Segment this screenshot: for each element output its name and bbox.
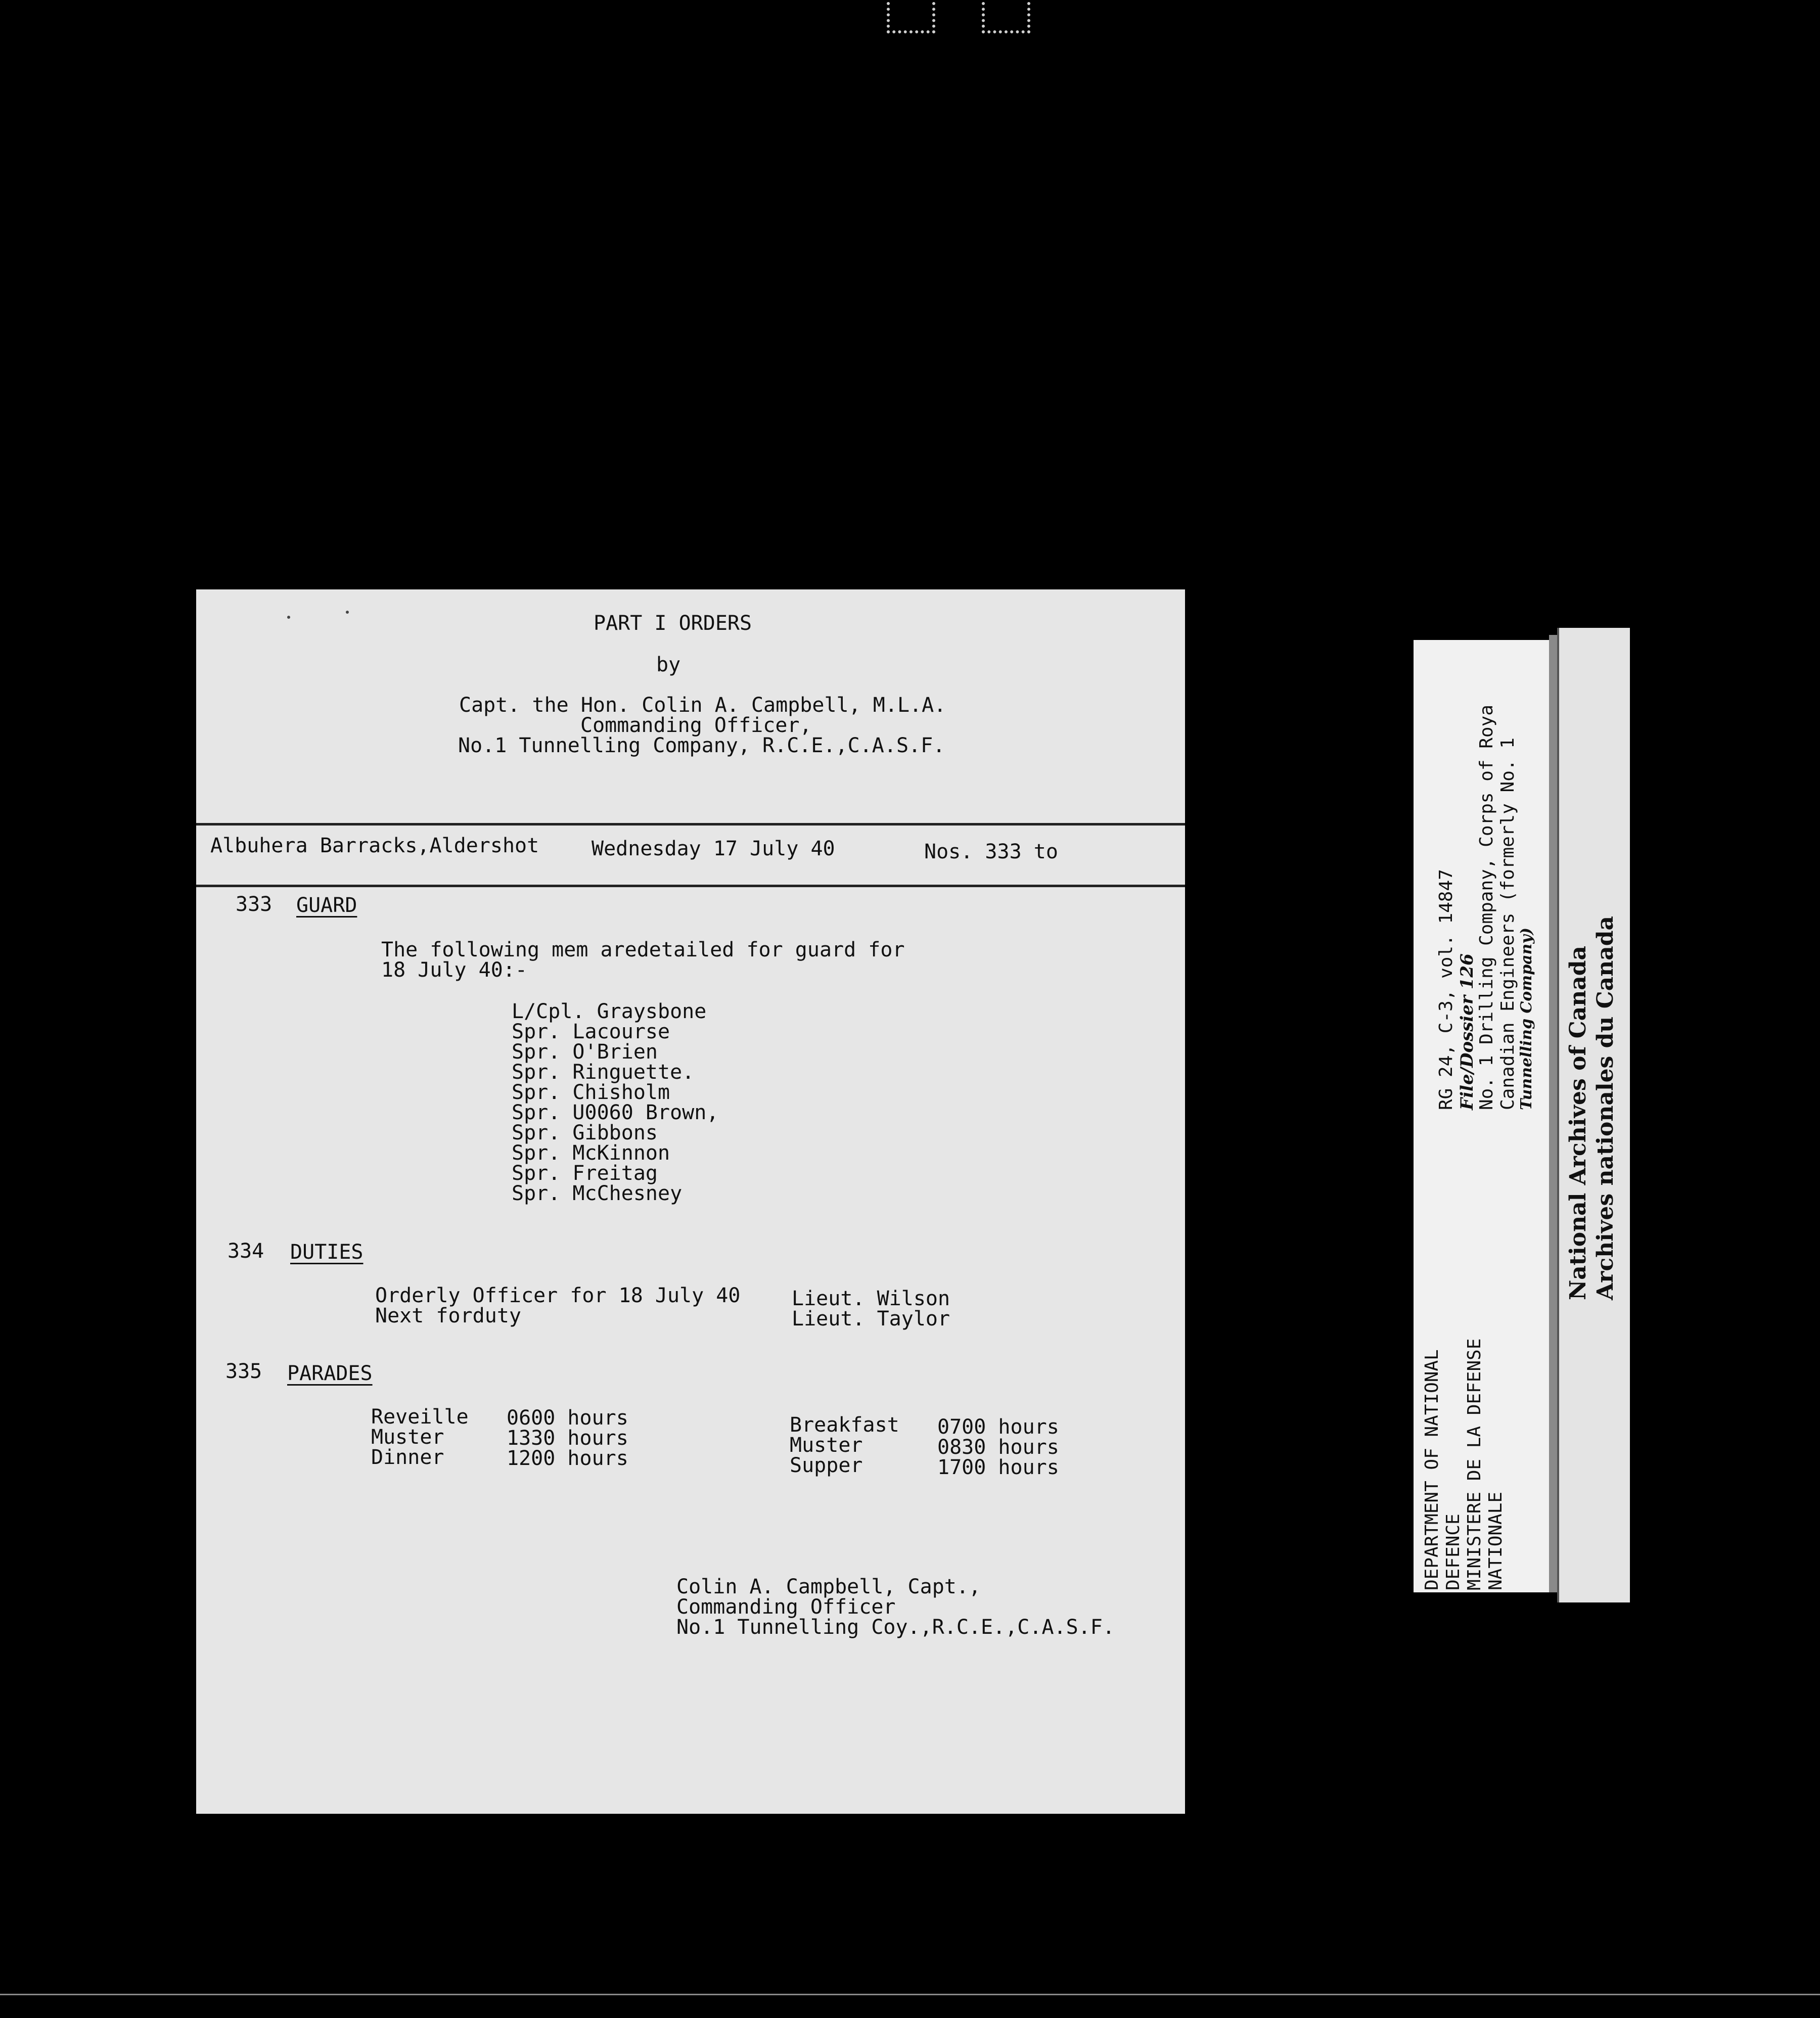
guard-member: Spr. McKinnon [512,1141,670,1165]
archives-name-en: National Archives of Canada [1565,945,1591,1300]
parade-time: 0700 hours [937,1415,1059,1439]
rule-bottom [196,885,1185,887]
guard-member: Spr. Gibbons [512,1121,658,1144]
signature-line-2: Commanding Officer [676,1595,896,1619]
guard-member: Spr. U0060 Brown, [512,1101,719,1124]
film-edge-line [0,1994,1820,1995]
guard-member: Spr. Chisholm [512,1081,670,1104]
duty-officer: Lieut. Wilson [792,1287,950,1310]
label-description-1: No. 1 Drilling Company, Corps of Roya [1476,705,1497,1110]
signature-line-3: No.1 Tunnelling Coy.,R.C.E.,C.A.S.F. [676,1616,1115,1639]
document-sheet [196,589,1185,1814]
parade-label: Muster [790,1434,863,1457]
speck [346,611,349,614]
duties-number: 334 [228,1240,264,1263]
film-mark-left [887,2,935,33]
parade-time: 1700 hours [937,1456,1059,1479]
header-location: Albuhera Barracks,Aldershot [210,834,539,857]
guard-member: L/Cpl. Graysbone [512,1000,707,1023]
parade-time: 1330 hours [507,1427,628,1450]
guard-intro-2: 18 July 40:- [381,958,527,982]
parades-heading: PARADES [287,1362,373,1385]
duty-label: Orderly Officer for 18 July 40 [375,1284,741,1307]
parade-label: Dinner [371,1446,444,1469]
signature-line-1: Colin A. Campbell, Capt., [676,1575,981,1598]
parade-time: 0830 hours [937,1436,1059,1459]
label-file-dossier: File/Dossier 126 [1457,953,1477,1110]
label-reference: RG 24, C-3, vol. 14847 [1436,869,1457,1110]
document-title: PART I ORDERS [594,612,752,635]
duties-heading: DUTIES [290,1241,363,1264]
duty-label: Next forduty [375,1304,521,1327]
guard-heading: GUARD [296,894,357,917]
issuer-line-1: Capt. the Hon. Colin A. Campbell, M.L.A. [459,694,946,717]
guard-number: 333 [236,893,272,916]
issuer-line-3: No.1 Tunnelling Company, R.C.E.,C.A.S.F. [458,734,945,757]
duty-officer: Lieut. Taylor [792,1307,950,1331]
parade-time: 1200 hours [507,1447,628,1470]
parade-label: Supper [790,1454,863,1477]
label-description-3: Tunnelling Company) [1518,928,1535,1110]
issuer-line-2: Commanding Officer, [580,714,812,737]
archives-card [1557,628,1630,1602]
guard-member: Spr. Ringuette. [512,1061,695,1084]
label-description-2: Canadian Engineers (formerly No. 1 [1497,738,1518,1110]
label-department-1: DEPARTMENT OF NATIONAL [1422,1349,1442,1590]
guard-member: Spr. Freitag [512,1162,658,1185]
header-numbers: Nos. 333 to [924,840,1058,863]
guard-member: Spr. O'Brien [512,1040,658,1064]
guard-member: Spr. Lacourse [512,1020,670,1043]
archive-label [1414,640,1549,1592]
header-date: Wednesday 17 July 40 [592,837,835,860]
document-by: by [656,653,681,676]
parade-label: Muster [371,1426,444,1449]
guard-intro-1: The following mem aredetailed for guard for [381,938,905,961]
archives-name-fr: Archives nationales du Canada [1592,915,1618,1300]
label-department-2: DEFENCE [1443,1514,1464,1590]
film-mark-right [982,2,1030,33]
speck [287,616,290,619]
guard-member: Spr. McChesney [512,1182,682,1205]
parade-label: Breakfast [790,1413,899,1437]
parades-number: 335 [225,1360,262,1383]
label-department-3: MINISTERE DE LA DEFENSE [1464,1338,1485,1590]
label-department-4: NATIONALE [1485,1491,1506,1590]
parade-label: Reveille [371,1405,469,1429]
parade-time: 0600 hours [507,1406,628,1430]
rule-top [196,823,1185,825]
